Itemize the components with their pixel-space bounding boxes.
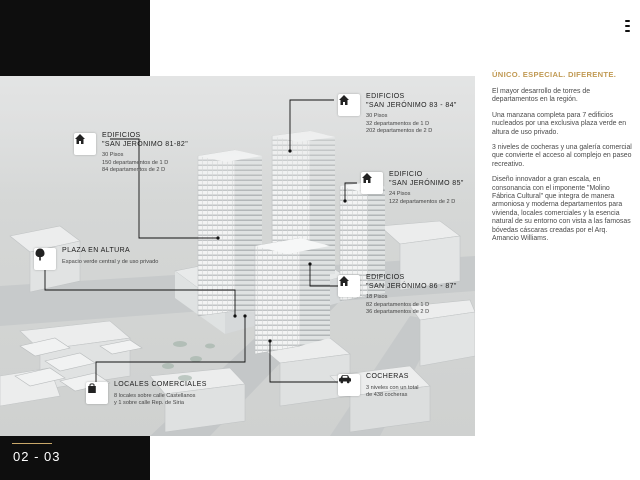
detail-line: 3 niveles con un total [366,384,419,391]
detail-line: 18 Pisos [366,294,388,300]
callout-details [366,385,475,400]
callout-title: PLAZA EN ALTURA [62,247,131,254]
callout-details [389,191,475,206]
detail-line: 32 departamentos de 1 D [366,120,430,127]
callout-details [366,113,475,136]
detail-line: 8 locales sobre calle Castellanos [114,392,196,399]
callout-details [102,152,282,175]
menu-icon[interactable] [622,17,636,35]
headline: ÚNICO. ESPECIAL. DIFERENTE. [492,70,617,79]
tree-icon [34,248,56,270]
detail-line: 202 departamentos de 2 D [366,128,433,134]
detail-line: 24 Pisos [389,191,411,197]
detail-line: 30 Pisos [366,113,388,119]
house-icon [74,133,96,155]
detail-line: 84 departamentos de 2 D [102,167,166,173]
paragraph: El mayor desarrollo de torres de departamentos en la región. [492,88,591,104]
house-icon [361,172,383,194]
detail-line: y 1 sobre calle Rep. de Siria [114,400,184,406]
callout-details [366,294,475,317]
page-number-rule [12,443,52,444]
callout-title: LOCALES COMERCIALES [114,381,207,388]
paragraph: 3 niveles de cocheras y una galería comercial que convierte el acceso al complejo en paseo recreativo. [492,144,632,168]
callout-title: EDIFICIOS "SAN JERÓNIMO 81-82" [102,132,189,148]
detail-line: Espacio verde central y de uso privado [62,258,159,265]
shopping-bag-icon [86,382,108,404]
callout-details [62,259,242,267]
paragraph: Una manzana completa para 7 edificios nucleados por una exclusiva plaza verde en altura de uso privado. [492,111,627,136]
house-icon [338,275,360,297]
car-icon [338,374,360,396]
house-icon [338,94,360,116]
aerial-render-image [0,76,475,436]
detail-line: 150 departamentos de 1 D [102,159,169,166]
page-number: 02 - 03 [13,449,61,464]
paragraph: Diseño innovador a gran escala, en consonancia con el imponente "Molino Fábrica Cultural" que integra de manera armoniosa y moderna departamentos para vivienda, locales comerciales y la esencia natural de su entorno con vista a las famosas bóvedas cáscaras creadas por el Arq. Amancio Williams. [492,176,631,243]
callout-title: EDIFICIOS "SAN JERÓNIMO 86 - 87" [366,274,457,290]
detail-line: 122 departamentos de 2 D [389,198,456,205]
callout-details [114,393,294,408]
callout-title: EDIFICIO "SAN JERÓNIMO 85" [389,171,464,187]
detail-line: 30 Pisos [102,152,124,158]
detail-line: 82 departamentos de 1 D [366,301,430,308]
detail-line: 36 departamentos de 2 D [366,309,430,315]
top-left-dark-panel [0,0,150,76]
description-column [492,70,633,251]
callout-title: EDIFICIOS "SAN JERÓNIMO 83 - 84" [366,93,457,109]
detail-line: de 438 cocheras [366,392,408,398]
callout-title: COCHERAS [366,373,409,380]
